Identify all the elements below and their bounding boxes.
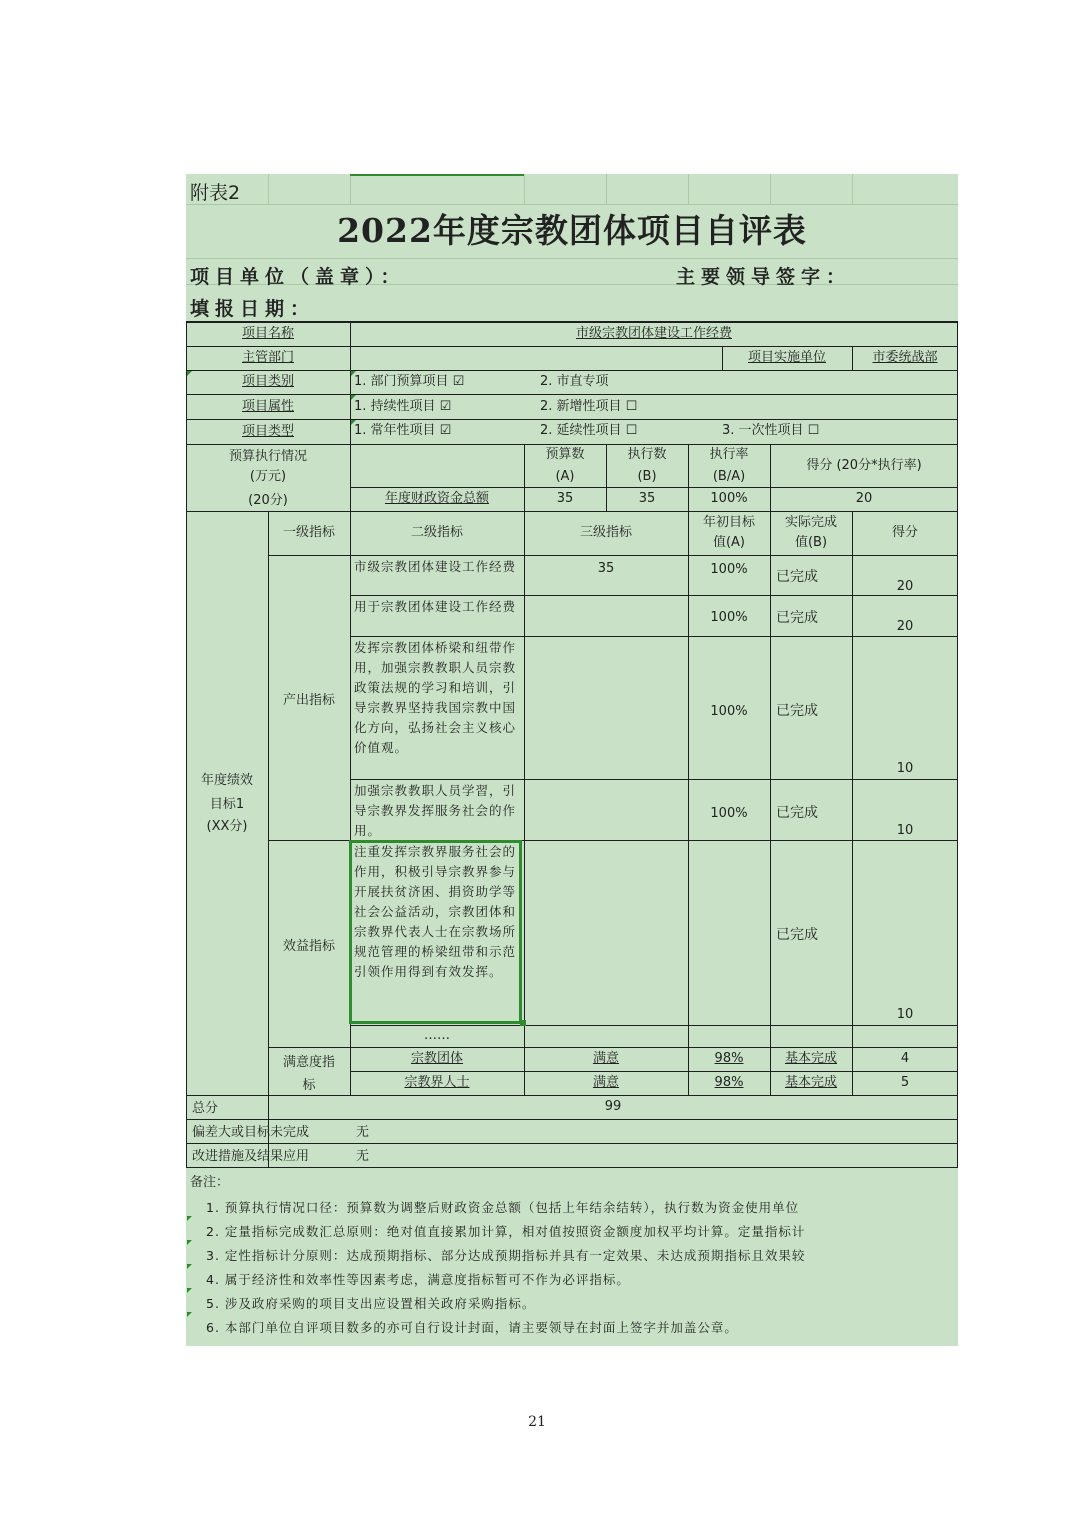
nature-option-2: 2. 新增性项目 ☐ (540, 399, 638, 414)
budget-col-score: 得分 (20分*执行率) (806, 457, 922, 473)
sat1-target: 98% (714, 1051, 744, 1067)
header-actual-2: 值(B) (794, 535, 828, 550)
improvement-value: 无 (356, 1149, 370, 1164)
budget-value: 35 (556, 491, 574, 507)
category-option-2: 2. 市直专项 (540, 374, 609, 389)
notes-title: 备注： (190, 1175, 230, 1190)
page-number: 21 (528, 1414, 546, 1430)
impl-unit-value: 市委统战部 (872, 350, 938, 366)
sat1-score: 4 (900, 1051, 910, 1067)
header-target-2: 值(A) (712, 535, 746, 550)
row2-level2: 用于宗教团体建设工作经费 (354, 599, 517, 614)
sat2-actual: 基本完成 (784, 1075, 837, 1091)
row2-target: 100% (710, 609, 748, 625)
impl-unit-label: 项目实施单位 (747, 350, 826, 366)
sat2-target: 98% (714, 1075, 744, 1091)
dept-label: 主管部门 (241, 350, 294, 366)
row4-actual: 已完成 (776, 805, 818, 821)
sat1-level2: 宗教团体 (410, 1051, 463, 1067)
row4-level2: 加强宗教教职人员学習，引导宗教界发挥服务社会的作用。 (354, 783, 517, 838)
sat2-level2: 宗教界人士 (404, 1075, 470, 1091)
self-evaluation-sheet (186, 174, 958, 1346)
project-name-label: 项目名称 (241, 325, 294, 341)
row1-target: 100% (710, 561, 748, 577)
improvement-label: 改进措施及结果应用 (192, 1149, 310, 1164)
sat2-level3: 满意 (592, 1075, 619, 1091)
row1-score: 20 (896, 579, 914, 594)
row4-target: 100% (710, 805, 748, 821)
row5-actual: 已完成 (776, 927, 818, 943)
note-3: 3. 定性指标计分原则：达成预期指标、部分达成预期指标并具有一定效果、未达成预期指标且效果较 (206, 1248, 806, 1263)
type-label: 项目类型 (241, 423, 294, 439)
type-option-1: 1. 常年性项目 ☑ (354, 423, 452, 438)
sat1-level3: 满意 (592, 1051, 619, 1067)
total-value: 99 (604, 1099, 622, 1115)
budget-col-b: 执行数 (627, 447, 667, 462)
note-4: 4. 属于经济性和效率性等因素考虑，满意度指标暂可不作为必评指标。 (206, 1272, 630, 1287)
row3-actual: 已完成 (776, 703, 818, 719)
row1-level2: 市级宗教团体建设工作经费 (354, 559, 517, 574)
budget-col-rate: 执行率 (709, 447, 749, 462)
row3-target: 100% (710, 703, 748, 719)
project-name-value: 市级宗教团体建设工作经费 (575, 325, 732, 341)
execution-rate: 100% (710, 491, 748, 507)
nature-option-1: 1. 持续性项目 ☑ (354, 399, 452, 414)
category-option-1: 1. 部门预算项目 ☑ (354, 374, 465, 389)
header-score: 得分 (891, 525, 918, 541)
row3-level2: 发挥宗教团体桥梁和纽带作用，加强宗教教职人员宗教政策法规的学习和培训，引导宗教界坚持我国宗教中国化方向，弘扬社会主义核心价值观。 (354, 640, 517, 755)
budget-col-b-sub: (B) (637, 469, 657, 484)
date-label: 填报日期： (190, 298, 316, 320)
row2-actual: 已完成 (776, 610, 818, 626)
ellipsis-row: …… (424, 1027, 450, 1043)
row5-score: 10 (896, 1007, 914, 1022)
budget-label-3: (20分) (248, 493, 288, 508)
annual-goal-label-3: (XX分) (206, 819, 248, 834)
deviation-value: 无 (356, 1125, 370, 1140)
sat2-score: 5 (900, 1075, 910, 1091)
row5-level2: 注重发挥宗教界服务社会的作用，积极引导宗教界参与开展扶贫济困、捐资助学等社会公益活动，宗教团体和宗教界代表人士在宗教场所规范管理的桥梁纽带和示范引领作用得到有效发挥。 (354, 844, 517, 979)
note-6: 6. 本部门单位自评项目数多的亦可自行设计封面，请主要领导在封面上签字并加盖公章。 (206, 1320, 738, 1335)
budget-col-rate-sub: (B/A) (712, 469, 746, 484)
annual-goal-label-2: 目标1 (209, 797, 245, 812)
unit-label: 项目单位（盖章）： (190, 266, 406, 288)
row4-score: 10 (896, 823, 914, 838)
header-level1: 一级指标 (282, 525, 335, 541)
row1-actual: 已完成 (776, 569, 818, 585)
satisfaction-label-2: 标 (302, 1078, 316, 1093)
note-5: 5. 涉及政府采购的项目支出应设置相关政府采购指标。 (206, 1296, 536, 1311)
output-indicator-label: 产出指标 (282, 693, 335, 708)
budget-row-label: 年度财政资金总额 (384, 491, 489, 507)
page-title: 2022年度宗教团体项目自评表 (337, 211, 807, 250)
type-option-3: 3. 一次性项目 ☐ (722, 423, 820, 438)
header-level3: 三级指标 (579, 525, 632, 541)
annual-goal-label-1: 年度绩效 (200, 773, 253, 788)
nature-label: 项目属性 (241, 398, 294, 414)
header-level2: 二级指标 (410, 525, 463, 541)
row3-score: 10 (896, 761, 914, 776)
budget-score: 20 (855, 491, 873, 507)
satisfaction-label-1: 满意度指 (282, 1055, 335, 1070)
header-actual-1: 实际完成 (784, 515, 837, 530)
category-label: 项目类别 (241, 374, 294, 390)
total-label: 总分 (192, 1101, 219, 1116)
budget-col-a: 预算数 (545, 447, 585, 462)
row2-score: 20 (896, 619, 914, 634)
leader-signature-label: 主要领导签字： (676, 266, 852, 288)
executed-value: 35 (638, 491, 656, 507)
budget-label-1: 预算执行情况 (228, 449, 307, 464)
budget-col-a-sub: (A) (555, 469, 575, 484)
header-target-1: 年初目标 (702, 515, 755, 530)
budget-label-2: (万元) (249, 469, 287, 484)
row1-level3: 35 (597, 560, 615, 576)
benefit-indicator-label: 效益指标 (282, 939, 335, 954)
type-option-2: 2. 延续性项目 ☐ (540, 423, 638, 438)
deviation-label: 偏差大或目标未完成 (192, 1125, 310, 1140)
sat1-actual: 基本完成 (784, 1051, 837, 1067)
note-2: 2. 定量指标完成数汇总原则：绝对值直接累加计算，相对值按照资金额度加权平均计算。定量指标计 (206, 1224, 806, 1239)
note-1: 1. 预算执行情况口径：预算数为调整后财政资金总额（包括上年结余结转），执行数为资金使用单位 (206, 1200, 800, 1215)
attachment-label: 附表2 (190, 182, 241, 204)
